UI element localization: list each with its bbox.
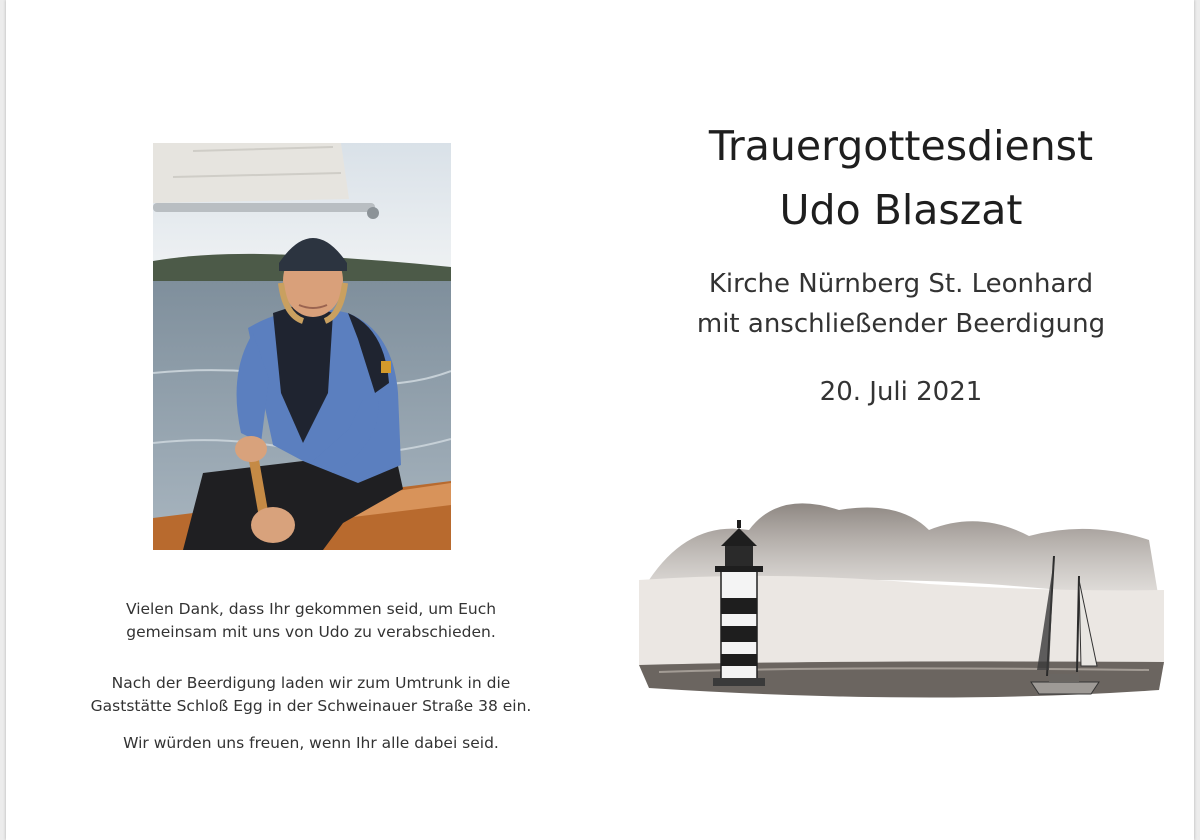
church-location: Kirche Nürnberg St. Leonhard xyxy=(708,269,1094,299)
service-date: 20. Juli 2021 xyxy=(819,377,983,407)
portrait-photo xyxy=(153,143,451,550)
reception-line-1: Nach der Beerdigung laden wir zum Umtrunk in die xyxy=(111,674,511,692)
burial-note: mit anschließender Beerdigung xyxy=(696,309,1106,339)
thank-you-line-1: Vielen Dank, dass Ihr gekommen seid, um Euch xyxy=(125,600,497,618)
closing-line: Wir würden uns freuen, wenn Ihr alle dabei seid. xyxy=(123,734,499,752)
lighthouse-illustration xyxy=(629,480,1169,720)
thank-you-line-2: gemeinsam mit uns von Udo zu verabschieden. xyxy=(126,623,496,641)
invitation-card xyxy=(6,0,1194,840)
thank-you-message xyxy=(66,598,556,644)
reception-invitation xyxy=(66,672,556,718)
deceased-name: Udo Blaszat xyxy=(779,186,1023,234)
reception-line-2: Gaststätte Schloß Egg in der Schweinauer Straße 38 ein. xyxy=(90,697,532,715)
service-title: Trauergottesdienst xyxy=(708,122,1094,170)
